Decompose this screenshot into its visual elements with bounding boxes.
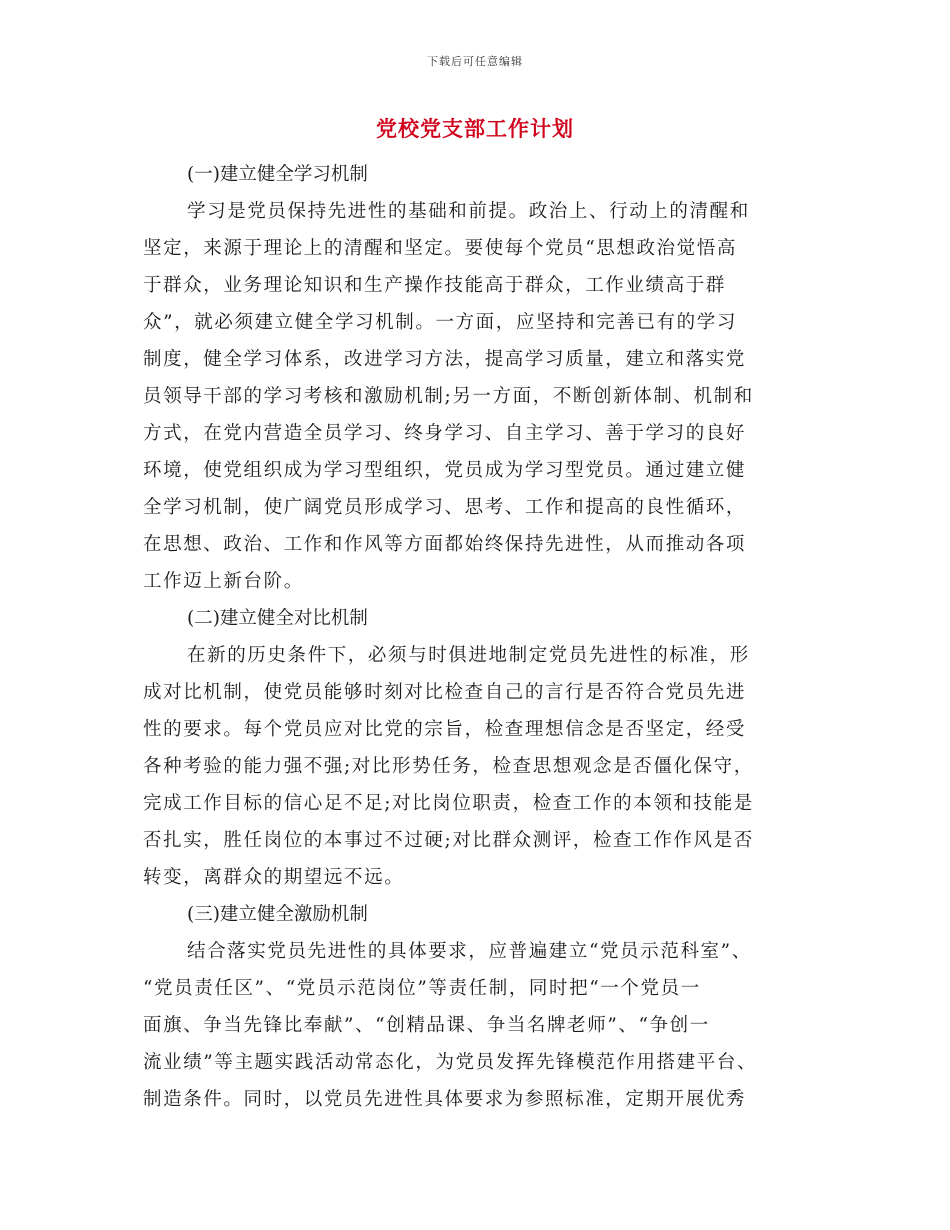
body-line: 各种考验的能力强不强;对比形势任务，检查思想观念是否僵化保守，: [143, 756, 754, 777]
body-line: 全学习机制，使广阔党员形成学习、思考、工作和提高的良性循环，: [143, 497, 747, 518]
body-line: 方式，在党内营造全员学习、终身学习、自主学习、善于学习的良好: [143, 423, 747, 444]
body-line: 在思想、政治、工作和作风等方面都始终保持先进性，从而推动各项: [143, 534, 747, 555]
body-line: 制造条件。同时，以党员先进性具体要求为参照标准，定期开展优秀: [143, 1089, 747, 1110]
body-line: 环境，使党组织成为学习型组织，党员成为学习型党员。通过建立健: [143, 460, 747, 481]
body-line: 性的要求。每个党员应对比党的宗旨，检查理想信念是否坚定，经受: [143, 719, 747, 740]
body-line: 否扎实，胜任岗位的本事过不过硬;对比群众测评，检查工作作风是否: [143, 830, 754, 851]
body-line: 面旗、争当先锋比奉献”、“创精品课、争当名牌老师”、“争创一: [143, 1015, 710, 1036]
body-line: “党员责任区”、“党员示范岗位”等责任制，同时把“一个党员一: [143, 978, 701, 999]
body-line: 结合落实党员先进性的具体要求，应普遍建立“党员示范科室”、: [187, 941, 752, 962]
section-heading-1: (一)建立健全学习机制: [187, 164, 368, 185]
section-heading-2: (二)建立健全对比机制: [187, 608, 368, 629]
document-title: 党校党支部工作计划: [376, 116, 574, 141]
body-line: 制度，健全学习体系，改进学习方法，提高学习质量，建立和落实党: [143, 349, 747, 370]
document-body: [143, 156, 808, 1118]
body-line: 在新的历史条件下，必须与时俱进地制定党员先进性的标准，形: [187, 645, 750, 666]
body-line: 众”，就必须建立健全学习机制。一方面，应坚持和完善已有的学习: [143, 312, 737, 333]
body-line: 完成工作目标的信心足不足;对比岗位职责，检查工作的本领和技能是: [143, 793, 754, 814]
body-line: 流业绩”等主题实践活动常态化，为党员发挥先锋模范作用搭建平台、: [143, 1052, 758, 1073]
body-line: 工作迈上新台阶。: [143, 571, 304, 592]
body-line: 于群众，业务理论知识和生产操作技能高于群众，工作业绩高于群: [143, 275, 726, 296]
section-heading-3: (三)建立健全激励机制: [187, 904, 368, 925]
body-line: 转变，离群众的期望远不远。: [143, 867, 405, 888]
body-line: 学习是党员保持先进性的基础和前提。政治上、行动上的清醒和: [187, 201, 750, 222]
body-line: 员领导干部的学习考核和激励机制;另一方面，不断创新体制、机制和: [143, 386, 754, 407]
page-header-note: 下载后可任意编辑: [427, 55, 523, 68]
body-line: 成对比机制，使党员能够时刻对比检查自己的言行是否符合党员先进: [143, 682, 747, 703]
body-line: 坚定，来源于理论上的清醒和坚定。要使每个党员“思想政治觉悟高: [143, 238, 737, 259]
